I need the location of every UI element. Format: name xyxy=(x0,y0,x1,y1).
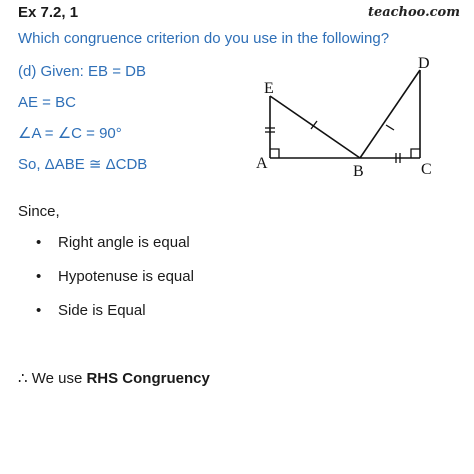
given-line: So, ΔABE ≅ ΔCDB xyxy=(18,156,148,173)
question-text: Which congruence criterion do you use in the following? xyxy=(18,30,390,47)
vertex-label-b: B xyxy=(353,163,364,180)
bullet-icon: • xyxy=(36,268,42,285)
brand-logo: teachoo.com xyxy=(367,5,460,20)
conclusion-answer: RHS Congruency xyxy=(86,370,210,387)
right-angle-c-marker xyxy=(411,149,420,158)
given-line: (d) Given: EB = DB xyxy=(18,63,146,80)
bullet-icon: • xyxy=(36,302,42,319)
right-angle-a-marker xyxy=(270,149,279,158)
exercise-title: Ex 7.2, 1 xyxy=(18,4,79,21)
vertex-label-a: A xyxy=(256,155,268,172)
given-line: AE = BC xyxy=(18,94,76,111)
tick-bd xyxy=(386,125,394,130)
vertex-label-d: D xyxy=(418,55,430,72)
segment-bd xyxy=(360,70,420,158)
list-item xyxy=(36,302,194,336)
segment-eb xyxy=(270,96,360,158)
list-item xyxy=(36,234,194,268)
conclusion xyxy=(18,369,210,387)
reason-text: Hypotenuse is equal xyxy=(58,268,194,285)
reasons-list xyxy=(36,234,194,336)
vertex-label-e: E xyxy=(264,80,274,97)
vertex-label-c: C xyxy=(421,161,432,178)
conclusion-prefix: ∴ We use xyxy=(18,370,87,387)
given-line: ∠A = ∠C = 90° xyxy=(18,125,122,142)
list-item xyxy=(36,268,194,302)
reason-text: Side is Equal xyxy=(58,302,146,319)
since-label: Since, xyxy=(18,203,60,220)
bullet-icon: • xyxy=(36,234,42,251)
reason-text: Right angle is equal xyxy=(58,234,190,251)
